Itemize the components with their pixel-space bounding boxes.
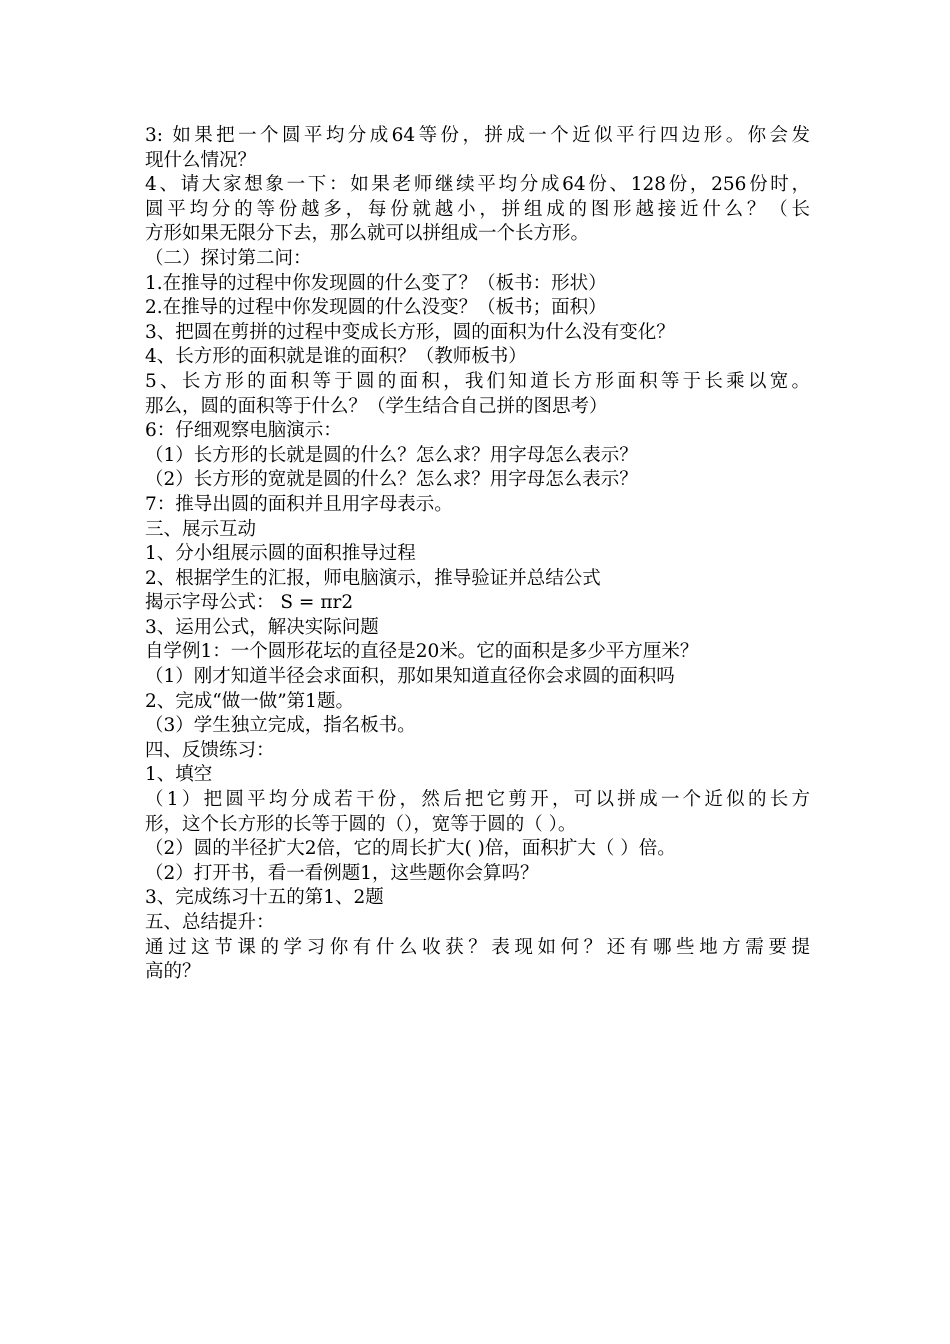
text-line: 3、运用公式，解决实际问题 bbox=[145, 616, 379, 638]
section-heading: 四、反馈练习： bbox=[145, 739, 275, 761]
document-body bbox=[145, 124, 810, 985]
text-line: （2）圆的半径扩大2倍，它的周长扩大( )倍，面积扩大（ ）倍。 bbox=[145, 838, 676, 860]
section-heading: 五、总结提升： bbox=[145, 912, 275, 933]
text-line: （1）长方形的长就是圆的什么？怎么求？用字母怎么表示？ bbox=[145, 444, 638, 466]
text-line: 自学例1：一个圆形花坛的直径是20米。它的面积是多少平方厘米？ bbox=[145, 641, 699, 663]
text-line: 5、长方形的面积等于圆的面积，我们知道长方形面积等于长乘以宽。 bbox=[145, 370, 810, 392]
text-line: 1、分小组展示圆的面积推导过程 bbox=[145, 543, 416, 565]
text-line: 现什么情况？ bbox=[145, 149, 257, 171]
text-line: （1）刚才知道半径会求面积，那如果知道直径你会求圆的面积吗 bbox=[145, 666, 675, 688]
text-line: 1.在推导的过程中你发现圆的什么变了？（板书：形状） bbox=[145, 272, 607, 294]
text-line: 形，这个长方形的长等于圆的（），宽等于圆的（ ）。 bbox=[145, 813, 577, 835]
text-line: 3、把圆在剪拼的过程中变成长方形，圆的面积为什么没有变化？ bbox=[145, 321, 675, 343]
text-line: （1）把圆平均分成若干份，然后把它剪开，可以拼成一个近似的长方 bbox=[145, 789, 810, 811]
formula-line: 揭示字母公式： S = πr2 bbox=[145, 592, 354, 614]
section-heading: 三、展示互动 bbox=[145, 518, 257, 540]
text-line: 通过这节课的学习你有什么收获？表现如何？还有哪些地方需要提 bbox=[145, 936, 810, 958]
text-line: 3: 如果把一个圆平均分成64等份，拼成一个近似平行四边形。你会发 bbox=[145, 125, 810, 146]
text-line: 1、填空 bbox=[145, 764, 213, 786]
text-line: 高的？ bbox=[145, 961, 201, 983]
text-line: 2.在推导的过程中你发现圆的什么没变？（板书；面积） bbox=[145, 297, 607, 319]
text-line: （2）打开书，看一看例题1，这些题你会算吗？ bbox=[145, 862, 539, 884]
text-line: 4、长方形的面积就是谁的面积？（教师板书） bbox=[145, 346, 527, 368]
text-line: 7：推导出圆的面积并且用字母表示。 bbox=[145, 493, 453, 515]
text-line: 2、完成“做一做”第1题。 bbox=[145, 690, 354, 712]
section-heading: （二）探讨第二问： bbox=[145, 247, 312, 269]
text-line: 那么，圆的面积等于什么？（学生结合自己拼的图思考） bbox=[145, 395, 608, 417]
text-line: 3、完成练习十五的第1、2题 bbox=[145, 887, 384, 909]
text-line: 4、请大家想象一下：如果老师继续平均分成64份、128份，256份时， bbox=[145, 174, 810, 196]
text-line: 方形如果无限分下去，那么就可以拼组成一个长方形。 bbox=[145, 223, 590, 245]
text-line: 圆平均分的等份越多，每份就越小，拼组成的图形越接近什么？（长 bbox=[145, 198, 810, 220]
text-line: （3）学生独立完成，指名板书。 bbox=[145, 715, 416, 737]
text-line: 6：仔细观察电脑演示： bbox=[145, 420, 342, 442]
text-line: （2）长方形的宽就是圆的什么？怎么求？用字母怎么表示？ bbox=[145, 469, 638, 491]
text-line: 2、根据学生的汇报，师电脑演示，推导验证并总结公式 bbox=[145, 567, 601, 589]
